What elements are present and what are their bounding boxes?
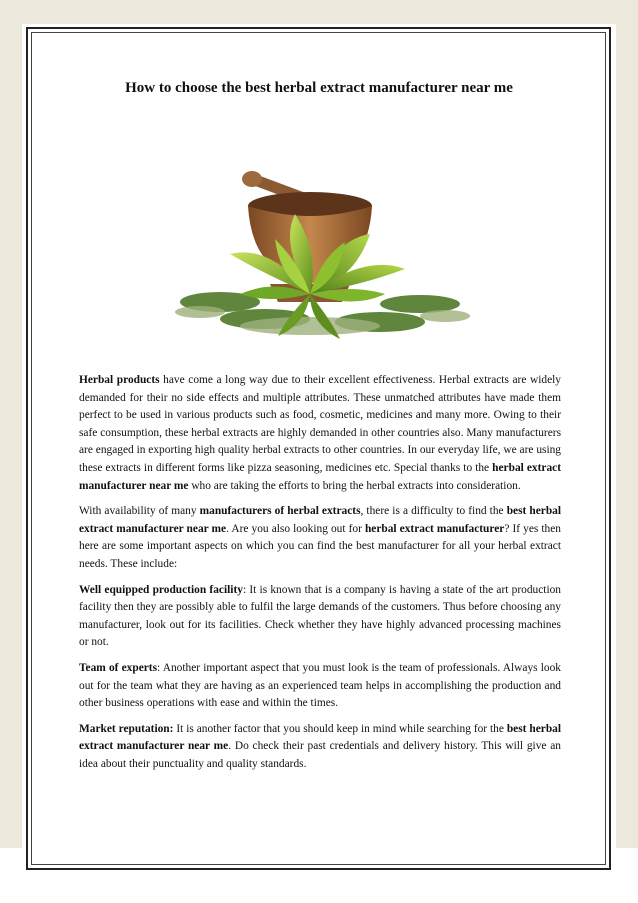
paragraph xyxy=(79,582,561,652)
body-text: It is another factor that you should keep in mind while searching for the xyxy=(173,722,507,735)
bold-text: Team of experts xyxy=(79,661,158,674)
bold-text: best herbal extract manufacturer near me xyxy=(79,505,562,535)
body-text: . Do check their past credentials and delivery history. This will give an idea about their punctuality and quality standards. xyxy=(79,740,561,770)
paragraph xyxy=(79,721,561,774)
body-text: , there is a difficulty to find the xyxy=(360,505,507,518)
bold-text: herbal extract manufacturer xyxy=(364,522,505,535)
body-text: . Are you also looking out for xyxy=(226,522,365,535)
herbal-mortar-illustration xyxy=(160,144,480,356)
body-text: With availability of many xyxy=(79,505,200,518)
body-text: : It is known that is a company is having a state of the art production facility then they are possibly able to fulfil the large demands of the customers. Thus before choosing any manufacturer, look out for its facilities. Check whether they have highly advanced processing machines or not. xyxy=(79,583,561,649)
body-text: ? If yes then here are some important aspects on which you can find the best manufacturer for all your herbal extract needs. These include: xyxy=(79,522,561,570)
herbal-mortar-image xyxy=(160,144,480,356)
bold-text: herbal extract manufacturer near me xyxy=(79,461,561,492)
bold-text: Herbal products xyxy=(79,374,160,386)
document-body xyxy=(79,372,561,781)
body-text: have come a long way due to their excellent effectiveness. Herbal extracts are widely demanded for their no side effects and multiple attributes. These unmatched attributes have made them perfect to be used in various products such as food, cosmetic, medicines and many more. Owing to their safe consumption, these herbal extracts are highly demanded in other countries also. Many manufacturers are engaged in exporting high quality herbal extracts to other countries. In our everyday life, we are using these extracts in different forms like pizza seasoning, medicines etc. Special thanks to the xyxy=(79,374,561,474)
bold-text: manufacturers of herbal extracts xyxy=(199,505,361,518)
bold-text: best herbal extract manufacturer near me xyxy=(79,722,562,753)
bold-text: Market reputation: xyxy=(79,722,174,735)
paragraph xyxy=(79,660,561,713)
body-text: : Another important aspect that you must look is the team of professionals. Always look out for the team what they are having as an experienced team helps in accomplishing the production and other business operations with ease and within the times. xyxy=(79,661,561,710)
bold-text: Well equipped production facility xyxy=(79,583,243,596)
body-text: who are taking the efforts to bring the herbal extracts into consideration. xyxy=(188,479,521,492)
document-title: How to choose the best herbal extract manufacturer near me xyxy=(125,80,513,96)
paragraph xyxy=(79,503,561,573)
paragraph xyxy=(79,372,561,495)
